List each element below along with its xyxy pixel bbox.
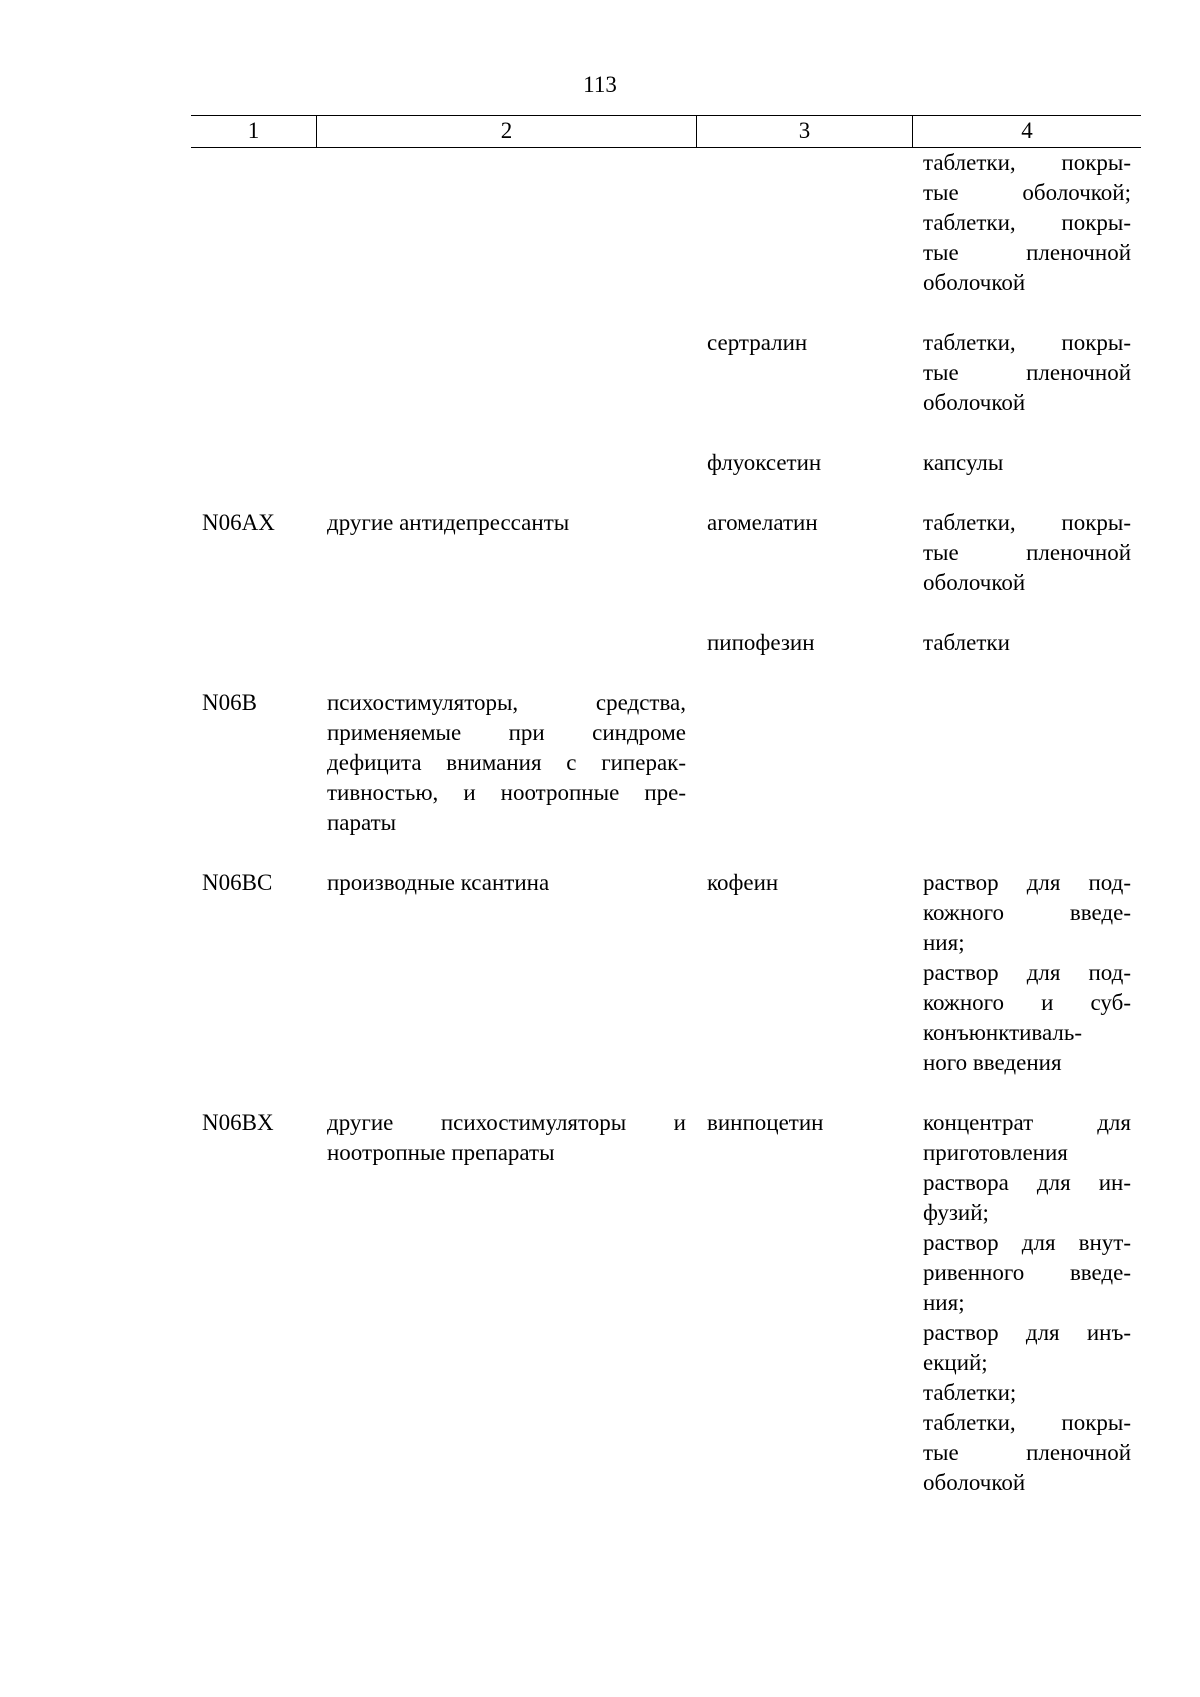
group-name-cell-line: психостимуляторы, средства,	[327, 690, 686, 715]
group-name-cell-line: другие психостимуляторы и	[327, 1110, 686, 1135]
drug-name-cell	[696, 688, 912, 838]
dosage-form-cell	[912, 448, 1141, 478]
group-name-cell-line: другие антидепрессанты	[327, 510, 570, 535]
group-name-cell-line: параты	[327, 810, 397, 835]
dosage-form-cell-line: оболочкой	[923, 570, 1026, 595]
dosage-form-cell-line: концентрат для	[923, 1110, 1131, 1135]
table-header	[191, 115, 1141, 148]
group-name-cell	[316, 688, 696, 838]
dosage-form-cell	[912, 148, 1141, 298]
drug-name-cell	[696, 148, 912, 298]
column-header-4: 4	[912, 116, 1141, 147]
atc-code-cell: N06B	[202, 690, 257, 715]
group-name-cell-line: тивностью, и ноотропные пре-	[327, 780, 686, 805]
dosage-form-cell-line: тые пленочной	[923, 1440, 1131, 1465]
atc-code-cell	[191, 628, 316, 658]
dosage-form-cell-line: екций;	[923, 1350, 988, 1375]
group-name-cell-line: применяемые при синдроме	[327, 720, 686, 745]
dosage-form-cell-line: ния;	[923, 930, 965, 955]
group-name-cell	[316, 628, 696, 658]
column-header-1: 1	[247, 118, 260, 143]
dosage-form-cell-line: таблетки, покры-	[923, 510, 1131, 535]
dosage-form-cell	[912, 868, 1141, 1078]
drug-name-cell: пипофезин	[707, 630, 815, 655]
dosage-form-cell	[912, 688, 1141, 838]
dosage-form-cell-line: таблетки, покры-	[923, 150, 1131, 175]
drug-name-cell: агомелатин	[707, 510, 818, 535]
dosage-form-cell-line: фузий;	[923, 1200, 989, 1225]
dosage-form-cell-line: раствор для внут-	[923, 1230, 1131, 1255]
dosage-form-cell-line: таблетки;	[923, 1380, 1017, 1405]
dosage-form-cell-line: ривенного введе-	[923, 1260, 1131, 1285]
dosage-form-cell-line: тые пленочной	[923, 240, 1131, 265]
drug-name-cell: винпоцетин	[707, 1110, 824, 1135]
dosage-form-cell-line: ния;	[923, 1290, 965, 1315]
group-name-cell	[316, 1108, 696, 1498]
dosage-form-cell-line: тые оболочкой;	[923, 180, 1131, 205]
dosage-form-cell-line: кожного введе-	[923, 900, 1131, 925]
table-row	[191, 328, 1141, 418]
dosage-form-cell-line: таблетки, покры-	[923, 330, 1131, 355]
dosage-form-cell-line: раствора для ин-	[923, 1170, 1131, 1195]
dosage-form-cell-line: оболочкой	[923, 390, 1026, 415]
table-row	[191, 508, 1141, 598]
atc-code-cell	[191, 328, 316, 418]
dosage-form-cell-line: таблетки, покры-	[923, 210, 1131, 235]
table-body	[191, 148, 1141, 1528]
dosage-form-cell-line: конъюнктиваль-	[923, 1020, 1083, 1045]
atc-code-cell	[191, 448, 316, 478]
column-header-3: 3	[696, 116, 912, 147]
group-name-cell	[316, 508, 696, 598]
dosage-form-cell	[912, 628, 1141, 658]
dosage-form-cell-line: раствор для под-	[923, 870, 1131, 895]
dosage-form-cell	[912, 508, 1141, 598]
table-row	[191, 628, 1141, 658]
group-name-cell	[316, 328, 696, 418]
group-name-cell	[316, 868, 696, 1078]
atc-code-cell: N06BX	[202, 1110, 274, 1135]
dosage-form-cell	[912, 328, 1141, 418]
atc-code-cell	[191, 148, 316, 298]
dosage-form-cell-line: таблетки	[923, 630, 1010, 655]
dosage-form-cell-line: кожного и суб-	[923, 990, 1131, 1015]
dosage-form-cell-line: тые пленочной	[923, 540, 1131, 565]
page-number: 113	[583, 72, 617, 97]
atc-code-cell: N06AX	[202, 510, 275, 535]
table-row	[191, 1108, 1141, 1498]
dosage-form-cell	[912, 1108, 1141, 1498]
atc-code-cell: N06BC	[202, 870, 273, 895]
drug-name-cell: сертралин	[707, 330, 808, 355]
dosage-form-cell-line: раствор для инъ-	[923, 1320, 1131, 1345]
table-row	[191, 448, 1141, 478]
dosage-form-cell-line: раствор для под-	[923, 960, 1131, 985]
table-row	[191, 688, 1141, 838]
dosage-form-cell-line: приготовления	[923, 1140, 1068, 1165]
group-name-cell	[316, 448, 696, 478]
drug-name-cell: флуоксетин	[707, 450, 822, 475]
group-name-cell-line: производные ксантина	[327, 870, 550, 895]
dosage-form-cell-line: таблетки, покры-	[923, 1410, 1131, 1435]
dosage-form-cell-line: оболочкой	[923, 270, 1026, 295]
column-header-2: 2	[316, 116, 696, 147]
dosage-form-cell-line: оболочкой	[923, 1470, 1026, 1495]
drug-name-cell: кофеин	[707, 870, 779, 895]
table-row	[191, 868, 1141, 1078]
dosage-form-cell-line: тые пленочной	[923, 360, 1131, 385]
group-name-cell-line: дефицита внимания с гиперак-	[327, 750, 686, 775]
table-row	[191, 148, 1141, 298]
dosage-form-cell-line: ного введения	[923, 1050, 1062, 1075]
group-name-cell	[316, 148, 696, 298]
group-name-cell-line: ноотропные препараты	[327, 1140, 555, 1165]
dosage-form-cell-line: капсулы	[923, 450, 1004, 475]
